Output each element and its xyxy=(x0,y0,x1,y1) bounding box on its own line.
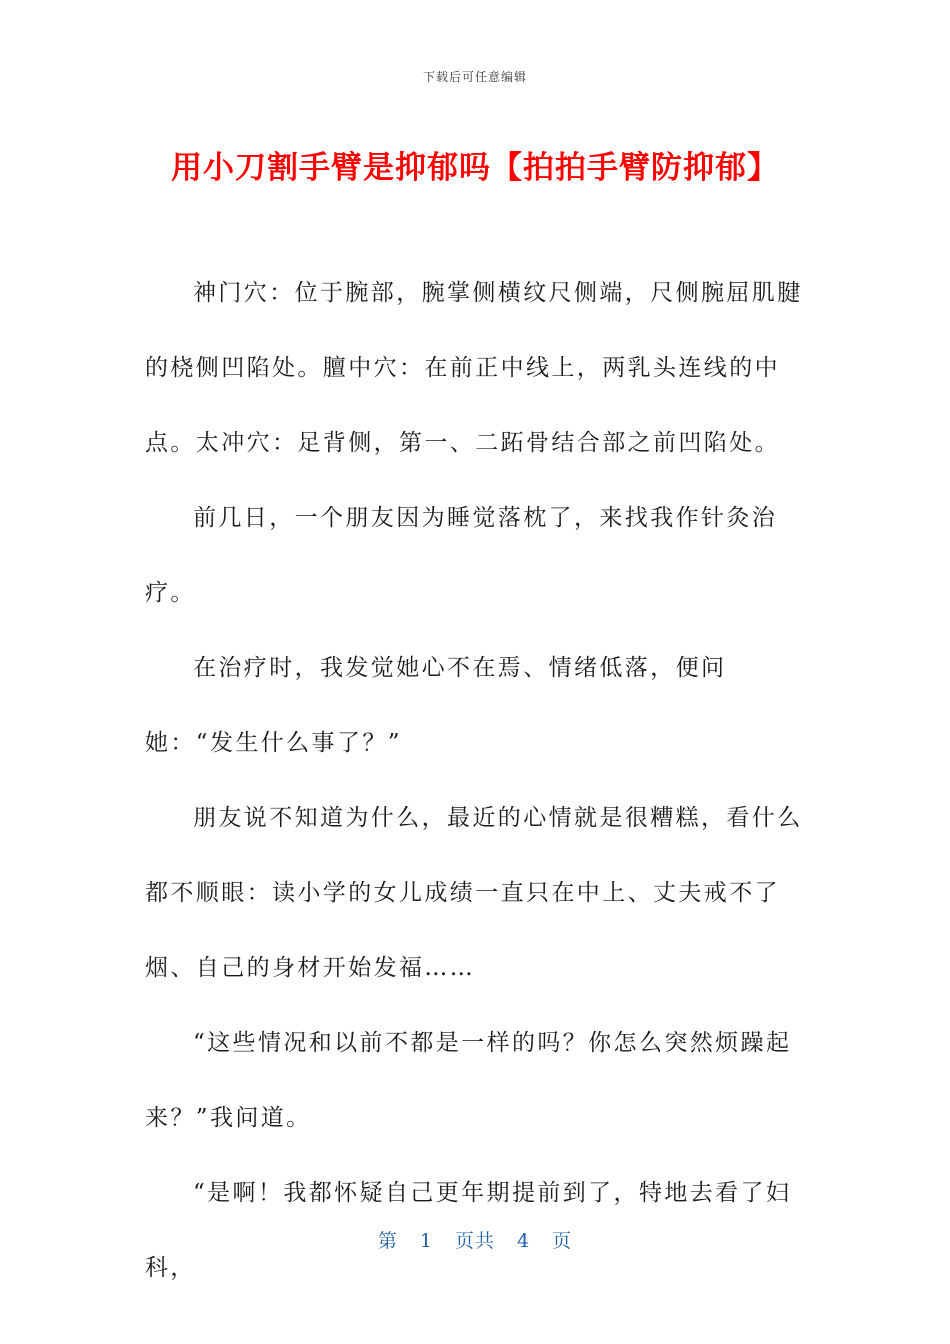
document-body xyxy=(145,256,805,1306)
paragraph: 前几日，一个朋友因为睡觉落枕了，来找我作针灸治疗。 xyxy=(145,505,778,606)
footer-page-suffix: 页 xyxy=(552,1230,573,1252)
paragraph: 在治疗时，我发觉她心不在焉、情绪低落，便问她：“发生什么事了？” xyxy=(145,655,727,756)
paragraph: “这些情况和以前不都是一样的吗？你怎么突然烦躁起来？”我问道。 xyxy=(145,1030,792,1131)
footer-page-mid: 页共 xyxy=(454,1230,495,1252)
paragraph: 朋友说不知道为什么，最近的心情就是很糟糕，看什么都不顺眼：读小学的女儿成绩一直只在中上、丈夫戒不了烟、自己的身材开始发福…… xyxy=(145,805,803,981)
paragraph: “是啊！我都怀疑自己更年期提前到了，特地去看了妇科， xyxy=(145,1180,792,1281)
paragraph: 神门穴：位于腕部，腕掌侧横纹尺侧端，尺侧腕屈肌腱的桡侧凹陷处。膻中穴：在前正中线上，两乳头连线的中点。太冲穴：足背侧，第一、二跖骨结合部之前凹陷处。 xyxy=(145,280,803,456)
footer-page-number: 1 xyxy=(419,1230,433,1252)
footer-page-prefix: 第 xyxy=(377,1230,398,1252)
page-footer xyxy=(0,1226,950,1253)
header-note: 下载后可任意编辑 xyxy=(422,70,527,84)
footer-page-total: 4 xyxy=(517,1230,531,1252)
document-title: 用小刀割手臂是抑郁吗【拍拍手臂防抑郁】 xyxy=(171,150,779,186)
